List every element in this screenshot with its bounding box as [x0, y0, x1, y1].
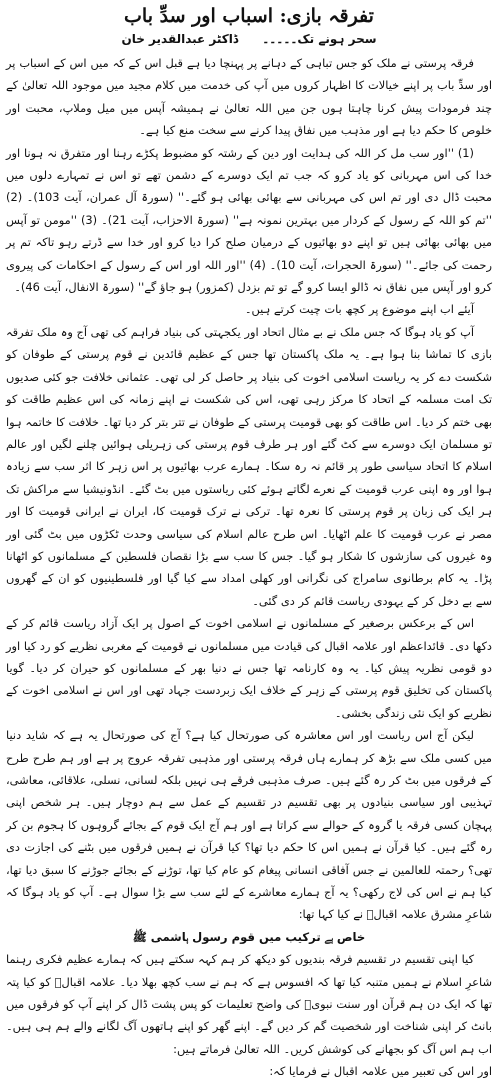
poetry-intro: اور اس کی تعبیر میں علامہ اقبال نے فرمایا کہ:: [269, 1064, 492, 1079]
article-title: تفرقہ بازی: اسباب اور سدِّ باب: [124, 5, 374, 27]
article-paragraph: آیئے اب اپنے موضوع پر کچھ بات چیت کرتے ہیں۔: [244, 302, 474, 317]
column-name: سحر ہونے تک۔۔۔۔۔: [262, 32, 377, 46]
article-paragraph: لیکن آج اس ریاست اور اس معاشرہ کی صورتحال کیا ہے؟ آج کی صورتحال یہ ہے کہ شاید دنیا میں کسی ملک سے بڑھ کر ہمارے ہاں فرقہ پرستی اور مذہبی تفرقہ عروج پر ہے اور ہم طرح طرح کے فرقوں میں بٹ کر رہ گئے ہیں۔ صرف مذہبی فرقے ہی نہیں بلکہ لسانی، نسلی، علاقائی، معاشی، تہذیبی اور سیاسی بنیادوں پر بھی تقسیم در تقسیم کے عمل سے ہم دوچار ہیں۔ ہر شخص اپنی پہچان کسی فرقہ یا گروہ کے حوالے سے کراتا ہے اور ہم آج ایک قوم کے بجائے گروہوں کا ہجوم بن کر رہ گئے ہیں۔ کیا قرآن نے ہمیں اس کا حکم دیا تھا؟ کیا قرآن نے ہمیں فرقوں میں بٹنے کی اجازت دی تھی؟ رحمتہ للعالمین نے جس آفاقی انسانی پیغام کو عام کیا تھا، توڑنے کے بجائے جوڑنے کا سبق دیا تھا، کیا ہم نے اس کی لاج رکھی؟ یہ آج ہمارے معاشرے کے لئے سب سے بڑا سوال ہے۔ آپ کو یاد ہوگا کہ شاعرِ مشرق علامہ اقبالؒ نے کیا کہا تھا:: [6, 728, 492, 922]
author-name: ڈاکٹر عبدالقدیر خان: [121, 32, 239, 46]
article-paragraph: فرقہ پرستی نے ملک کو جس تباہی کے دہانے پر پہنچا دیا ہے قبل اس کے کہ میں اس کے اسباب پر اور سدِّ باب پر اپنے خیالات کا اظہار کروں میں آپ کی خدمت میں کلام مجید میں موجود اللہ تعالیٰ کے چند فرمودات پیش کرنا چاہتا ہوں جن میں اللہ تعالیٰ نے ہمیشہ آپس میں میل وملاپ، محبت اور خلوص کا حکم دیا ہے اور مذہب میں نفاق پیدا کرنے سے سخت منع کیا ہے۔: [6, 56, 492, 138]
article-paragraph: آپ کو یاد ہوگا کہ جس ملک نے بے مثال اتحاد اور یکجہتی کی بنیاد فراہم کی تھی آج وہ ملک تفرقہ بازی کا تماشا بنا ہوا ہے۔ یہ ملک پاکستان تھا جس کے عظیم قائدین نے قوم پرستی کے طوفان کو شکست دے کر یہ ریاست اسلامی اخوت کی بنیاد پر حاصل کر لی تھی۔ عثمانی خلافت جو کئی صدیوں تک امت مسلمہ کے اتحاد کا مرکز رہی تھی، اس کی شکست نے اپنے زمانہ کی اس عظیم طاقت کو بھی ختم کر دیا۔ اس طاقت کو بھی قومیت پرستی کے طوفان نے تتر بتر کر دیا تھا۔ خلافت کا خاتمہ ہوا تو مسلمان ایک دوسرے سے کٹ گئے اور ہر طرف قوم پرستی کی زہریلی ہوائیں چلنے لگیں اور عالم اسلام کا اتحاد سیاسی طور پر قائم نہ رہ سکا۔ ہمارے عرب بھائیوں پر اس زہر کا اثر سب سے زیادہ ہوا اور وہ اپنی عرب قومیت کے نعرے لگاتے ہوئے کئی ریاستوں میں بٹ گئے۔ انڈونیشیا سے مراکش تک ہر ایک کی زبان پر قوم پرستی کا نعرہ تھا۔ ترکی نے ترک قومیت کا، ایران نے ایرانی قومیت کا اور مصر نے عرب قومیت کا علم اٹھایا۔ اس طرح عالم اسلام کی سیاسی وحدت ٹکڑوں میں بٹ گئی اور وہ غیروں کی سازشوں کا شکار ہو گیا۔ جس کا سب سے بڑا نقصان فلسطین کے مسلمانوں کو اٹھانا پڑا۔ یہ کام برطانوی سامراج کی نگرانی اور کھلی امداد سے کیا گیا اور فلسطینیوں کو ان کے گھروں سے بے دخل کر کے یہودی ریاست قائم کر دی گئی۔: [6, 324, 492, 608]
article-paragraph: (1) ''اور سب مل کر اللہ کی ہدایت اور دین کے رشتہ کو مضبوط پکڑے رہنا اور متفرق نہ ہونا اور خدا کی اس مہربانی کو یاد کرو کہ جب تم ایک دوسرے کے دشمن تھے تو اس نے تمہارے دلوں میں محبت ڈال دی اور تم اس کی مہربانی سے بھائی بھائی ہو گئے۔'' (سورۃ آل عمران، آیت 103)۔ (2) ''تم کو اللہ کے رسول کے کردار میں بہترین نمونہ ہے'' (سورۃ الاحزاب، آیت 21)۔ (3) ''مومن تو آپس میں بھائی بھائی ہیں تو اپنے دو بھائیوں کے درمیان صلح کرا دیا کرو اور خدا سے ڈرتے رہو تاکہ تم پر رحمت کی جائے۔'' (سورۃ الحجرات، آیت 10)۔ (4) ''اور اللہ اور اس کے رسول کے احکامات کی پیروی کرو اور آپس میں نفاق نہ ڈالو ایسا کرو گے تو تم بزدل (کمزور) ہو جاؤ گے'' (سورۃ الانفال، آیت 46)۔: [6, 145, 492, 295]
article-paragraph: کیا اپنی تقسیم در تقسیم فرقہ بندیوں کو دیکھ کر ہم کہہ سکتے ہیں کہ ہمارے عظیم فکری رہنما شاعرِ اسلام نے ہمیں متنبہ کیا تھا کہ افسوس ہے کہ ہم نے سب کچھ بھلا دیا۔ علامہ اقبالؒ کو کیا پتہ تھا کہ ایک دن ہم قرآن اور سنت نبویؐ کی واضح تعلیمات کو پس پشت ڈال کر اپنے آپ کو فرقوں میں بانٹ کر اپنی شناخت اور شخصیت گم کر دیں گے۔ اپنے گھر کو اپنے ہاتھوں آگ لگانے والے ہم ہی ہیں۔ اب ہم اس آگ کو بجھانے کی کوشش کریں۔ اللہ تعالیٰ فرماتے ہیں:: [6, 952, 492, 1056]
article-byline: [6, 28, 492, 50]
article-paragraph: اس کے برعکس برصغیر کے مسلمانوں نے اسلامی اخوت کے اصول پر ایک آزاد ریاست قائم کر کے دکھا دی۔ قائداعظم اور علامہ اقبال کی قیادت میں مسلمانوں نے قومیت کے مغربی نظریے کو رد کیا اور دو قومی نظریہ پیش کیا۔ یہ وہ کارنامہ تھا جس نے دنیا بھر کے مسلمانوں کو حیران کر دیا۔ گویا پاکستان کی تخلیق قوم پرستی کے زہر کے خلاف ایک زبردست جہاد تھی اور اس نے اسلامی اخوت کے نظریے کو ایک نئی زندگی بخشی۔: [6, 616, 492, 720]
poetry-verse: خاص ہے ترکیب میں قوم رسول ہاشمی ﷺ: [132, 929, 366, 944]
